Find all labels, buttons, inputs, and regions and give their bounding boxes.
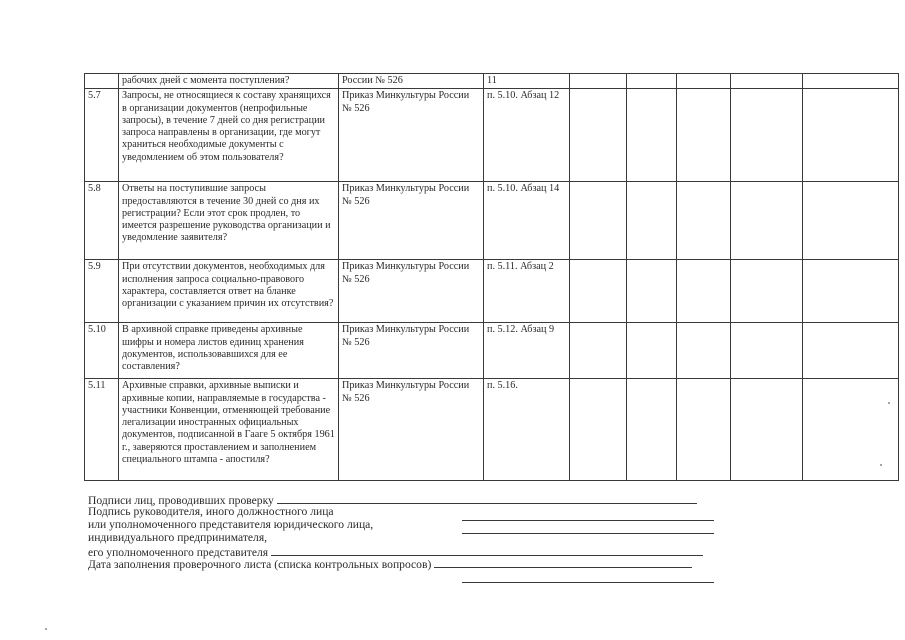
note-cell <box>731 89 803 182</box>
signature-blank-authorized <box>271 545 703 556</box>
signature-block <box>88 493 703 570</box>
legal-act-cell: Приказ Минкультуры России № 526 <box>339 323 484 379</box>
table-row <box>85 323 899 379</box>
no-cell <box>627 379 677 481</box>
requirement-cell: Архивные справки, архивные выписки и архивные копии, направляемые в государства - участники Конвенции, отменяющей требование легализации иностранных официальных документов, подписанной в Гааге 5 октября 1961 г., заверяются проставлением и заполнением специального штампа - апостиля? <box>119 379 339 481</box>
signature-label-authorized: его уполномоченного представителя <box>88 545 269 559</box>
table-row <box>85 182 899 260</box>
signature-label-head: Подпись руководителя, иного должностного лица <box>88 504 334 518</box>
note-cell <box>731 74 803 89</box>
signature-label-representative: или уполномоченного представителя юридического лица, <box>88 517 374 531</box>
yes-cell <box>570 89 627 182</box>
comment-cell <box>803 89 899 182</box>
legal-act-cell: Приказ Минкультуры России № 526 <box>339 182 484 260</box>
row-number <box>85 74 119 89</box>
clause-cell: п. 5.16. <box>484 379 570 481</box>
signature-blank-head-2 <box>462 533 714 534</box>
requirement-cell: Запросы, не относящиеся к составу хранящихся в организации документов (непрофильные запросы), в течение 7 дней со дня регистрации запроса направлены в организации, где могут храниться необходимые документы с уведомлением об этом пользователя? <box>119 89 339 182</box>
comment-cell <box>803 182 899 260</box>
row-number: 5.9 <box>85 260 119 323</box>
legal-act-cell: Приказ Минкультуры России № 526 <box>339 260 484 323</box>
no-cell <box>627 323 677 379</box>
signature-blank-inspectors <box>277 493 697 504</box>
na-cell <box>677 260 731 323</box>
na-cell <box>677 379 731 481</box>
scan-speck <box>880 464 882 466</box>
table-row <box>85 260 899 323</box>
legal-act-cell: России № 526 <box>339 74 484 89</box>
legal-act-cell: Приказ Минкультуры России № 526 <box>339 379 484 481</box>
note-cell <box>731 260 803 323</box>
signature-label-inspectors: Подписи лиц, проводивших проверку <box>88 494 274 507</box>
requirement-cell: В архивной справке приведены архивные шифры и номера листов единиц хранения документов, использовавшихся для ее составления? <box>119 323 339 379</box>
clause-cell: 11 <box>484 74 570 89</box>
clause-cell: п. 5.10. Абзац 14 <box>484 182 570 260</box>
comment-cell <box>803 260 899 323</box>
legal-act-cell: Приказ Минкультуры России № 526 <box>339 89 484 182</box>
scan-speck <box>45 628 47 630</box>
no-cell <box>627 89 677 182</box>
note-cell <box>731 323 803 379</box>
table-row <box>85 379 899 481</box>
requirement-cell: рабочих дней с момента поступления? <box>119 74 339 89</box>
row-number: 5.8 <box>85 182 119 260</box>
requirement-cell: Ответы на поступившие запросы предоставляются в течение 30 дней со дня их регистрации? Если этот срок продлен, то имеется разрешение руководства организации и уведомление заявителя? <box>119 182 339 260</box>
note-cell <box>731 379 803 481</box>
na-cell <box>677 182 731 260</box>
signature-label-entrepreneur: индивидуального предпринимателя, <box>88 530 268 544</box>
table-row <box>85 74 899 89</box>
no-cell <box>627 260 677 323</box>
yes-cell <box>570 379 627 481</box>
no-cell <box>627 182 677 260</box>
no-cell <box>627 74 677 89</box>
note-cell <box>731 182 803 260</box>
scan-speck <box>888 402 890 404</box>
yes-cell <box>570 323 627 379</box>
na-cell <box>677 89 731 182</box>
signature-blank-date <box>434 557 692 568</box>
row-number: 5.7 <box>85 89 119 182</box>
comment-cell <box>803 74 899 89</box>
row-number: 5.11 <box>85 379 119 481</box>
na-cell <box>677 74 731 89</box>
signature-label-date: Дата заполнения проверочного листа (списка контрольных вопросов) <box>88 558 432 572</box>
clause-cell: п. 5.11. Абзац 2 <box>484 260 570 323</box>
row-number: 5.10 <box>85 323 119 379</box>
signature-blank-date-2 <box>462 582 714 583</box>
yes-cell <box>570 260 627 323</box>
signature-blank-head-1 <box>462 520 714 521</box>
yes-cell <box>570 74 627 89</box>
signature-line-authorized <box>88 545 703 558</box>
comment-cell <box>803 379 899 481</box>
comment-cell <box>803 323 899 379</box>
yes-cell <box>570 182 627 260</box>
checklist-table <box>84 73 899 481</box>
table-row <box>85 89 899 182</box>
signature-line-date <box>88 557 703 570</box>
clause-cell: п. 5.12. Абзац 9 <box>484 323 570 379</box>
clause-cell: п. 5.10. Абзац 12 <box>484 89 570 182</box>
na-cell <box>677 323 731 379</box>
requirement-cell: При отсутствии документов, необходимых для исполнения запроса социально-правового характера, составляется ответ на бланке организации с указанием причин их отсутствия? <box>119 260 339 323</box>
